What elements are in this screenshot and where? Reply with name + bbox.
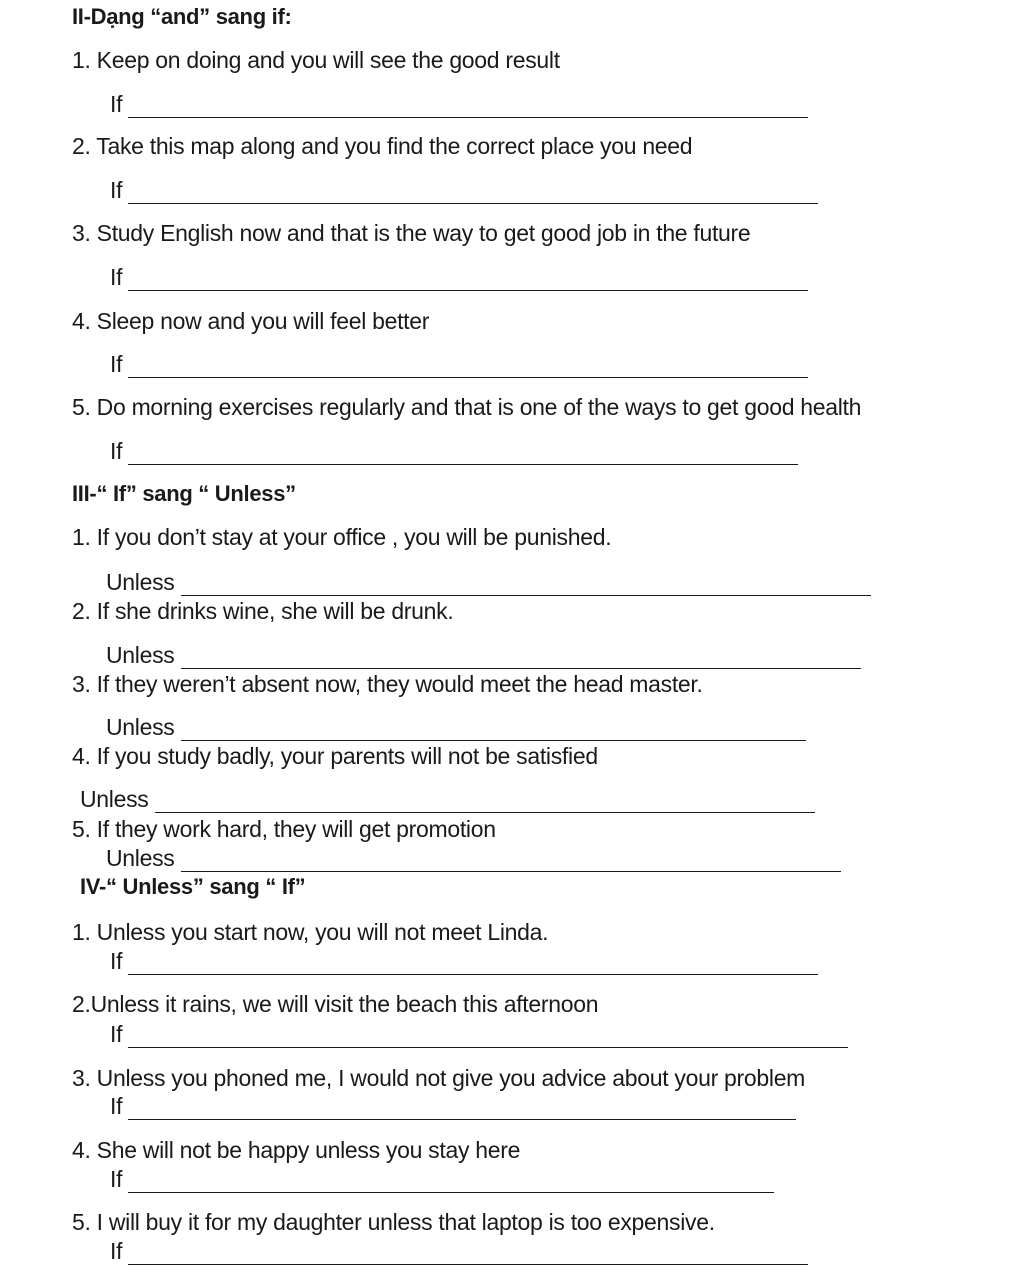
answer-lead-word: Unless	[106, 642, 175, 668]
answer-line[interactable]	[106, 641, 861, 669]
answer-lead-word: If	[110, 438, 123, 464]
answer-line[interactable]	[110, 1092, 796, 1120]
answer-lead-word: If	[110, 1166, 123, 1192]
exercise-sentence: 4. If you study badly, your parents will not be satisfied	[72, 743, 598, 769]
section-heading-if-to-unless: III-“ If” sang “ Unless”	[72, 481, 296, 506]
section-heading-unless-to-if: IV-“ Unless” sang “ If”	[80, 874, 306, 899]
answer-line[interactable]	[110, 350, 808, 378]
exercise-sentence: 5. Do morning exercises regularly and that is one of the ways to get good health	[72, 394, 862, 420]
answer-blank[interactable]	[128, 444, 798, 465]
answer-blank[interactable]	[128, 1172, 774, 1193]
answer-lead-word: If	[110, 177, 123, 203]
exercise-sentence: 1. If you don’t stay at your office , you will be punished.	[72, 524, 612, 550]
exercise-sentence: 2. Take this map along and you find the correct place you need	[72, 133, 693, 159]
exercise-sentence: 3. If they weren’t absent now, they would meet the head master.	[72, 671, 703, 697]
answer-line[interactable]	[110, 90, 808, 118]
answer-lead-word: If	[110, 351, 123, 377]
exercise-sentence: 1. Unless you start now, you will not meet Linda.	[72, 919, 549, 945]
answer-blank[interactable]	[128, 270, 808, 291]
exercise-sentence: 2. If she drinks wine, she will be drunk.	[72, 598, 454, 624]
answer-blank[interactable]	[128, 954, 818, 975]
answer-lead-word: Unless	[106, 569, 175, 595]
answer-line[interactable]	[80, 785, 815, 813]
answer-blank[interactable]	[128, 183, 818, 204]
answer-line[interactable]	[106, 568, 871, 596]
answer-line[interactable]	[110, 263, 808, 291]
answer-blank[interactable]	[155, 792, 815, 813]
answer-lead-word: If	[110, 1093, 123, 1119]
section-heading-and-to-if: II-Dạng “and” sang if:	[72, 4, 292, 29]
answer-line[interactable]	[106, 844, 841, 872]
answer-blank[interactable]	[128, 97, 808, 118]
exercise-sentence: 1. Keep on doing and you will see the good result	[72, 47, 560, 73]
exercise-sentence: 4. She will not be happy unless you stay here	[72, 1137, 521, 1163]
answer-lead-word: Unless	[106, 714, 175, 740]
answer-line[interactable]	[110, 1165, 774, 1193]
exercise-sentence: 5. If they work hard, they will get promotion	[72, 816, 496, 842]
answer-blank[interactable]	[128, 1099, 796, 1120]
exercise-sentence: 5. I will buy it for my daughter unless that laptop is too expensive.	[72, 1209, 715, 1235]
answer-blank[interactable]	[181, 575, 871, 596]
answer-line[interactable]	[110, 1237, 808, 1265]
answer-line[interactable]	[110, 176, 818, 204]
exercise-sentence: 4. Sleep now and you will feel better	[72, 308, 430, 334]
answer-lead-word: If	[110, 91, 123, 117]
answer-blank[interactable]	[181, 720, 806, 741]
answer-lead-word: If	[110, 1021, 123, 1047]
exercise-sentence: 3. Unless you phoned me, I would not give you advice about your problem	[72, 1065, 806, 1091]
answer-lead-word: If	[110, 1238, 123, 1264]
answer-blank[interactable]	[181, 648, 861, 669]
answer-lead-word: Unless	[80, 786, 149, 812]
answer-lead-word: If	[110, 264, 123, 290]
exercise-sentence: 3. Study English now and that is the way to get good job in the future	[72, 220, 751, 246]
answer-blank[interactable]	[181, 851, 841, 872]
answer-lead-word: If	[110, 948, 123, 974]
answer-blank[interactable]	[128, 1027, 848, 1048]
exercise-sentence: 2.Unless it rains, we will visit the beach this afternoon	[72, 991, 599, 1017]
answer-line[interactable]	[110, 437, 798, 465]
answer-lead-word: Unless	[106, 845, 175, 871]
answer-line[interactable]	[110, 947, 818, 975]
answer-blank[interactable]	[128, 357, 808, 378]
answer-line[interactable]	[106, 713, 806, 741]
answer-line[interactable]	[110, 1020, 848, 1048]
answer-blank[interactable]	[128, 1244, 808, 1265]
